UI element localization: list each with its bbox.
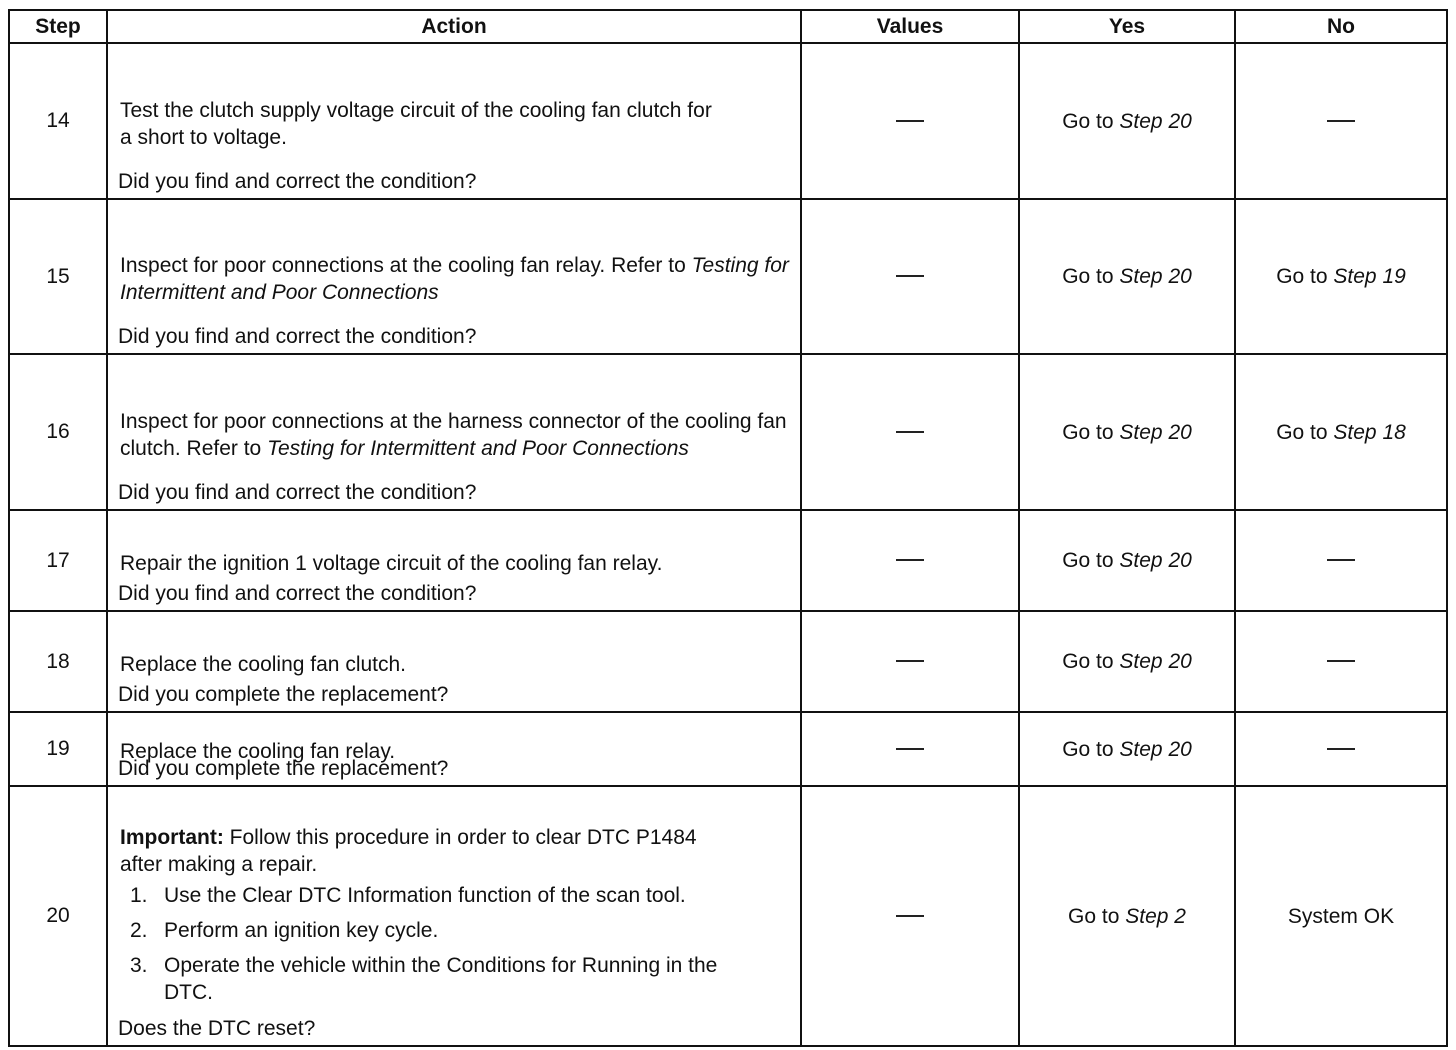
values-cell <box>801 43 1019 199</box>
action-text-body: Inspect for poor connections at the harness connector of the cooling fan clutch. Refer to <box>120 409 787 460</box>
values-cell <box>801 786 1019 1046</box>
table-row <box>9 786 1447 1046</box>
dash-icon <box>896 120 924 122</box>
goto-step-link[interactable]: Step 20 <box>1119 420 1192 444</box>
goto-prefix: Go to <box>1062 549 1114 572</box>
dash-icon <box>1327 748 1355 750</box>
dash-icon <box>1327 660 1355 662</box>
goto-prefix: Go to <box>1276 265 1328 288</box>
procedure-item <box>130 952 770 1006</box>
procedure-item <box>130 882 770 909</box>
step-number: 18 <box>9 611 107 712</box>
header-row <box>9 10 1447 43</box>
no-cell[interactable] <box>1235 199 1447 354</box>
table-row <box>9 510 1447 611</box>
goto-step-link[interactable]: Step 18 <box>1333 420 1406 444</box>
header-action: Action <box>107 10 801 43</box>
yes-cell[interactable] <box>1019 510 1235 611</box>
goto-step-link[interactable]: Step 20 <box>1119 549 1192 572</box>
header-no: No <box>1235 10 1447 43</box>
no-cell: System OK <box>1235 786 1447 1046</box>
action-cell <box>107 510 801 611</box>
no-cell <box>1235 43 1447 199</box>
yes-cell[interactable] <box>1019 786 1235 1046</box>
action-cell <box>107 611 801 712</box>
procedure-item <box>130 917 770 944</box>
action-cell <box>107 354 801 510</box>
procedure-list <box>108 882 770 1006</box>
action-cell <box>107 199 801 354</box>
header-values: Values <box>801 10 1019 43</box>
action-question: Did you complete the replacement? <box>118 757 449 780</box>
dash-icon <box>1327 559 1355 561</box>
reference-link[interactable]: Testing for Intermittent and Poor Connections <box>120 254 789 304</box>
step-number: 19 <box>9 712 107 786</box>
goto-prefix: Go to <box>1068 904 1120 928</box>
header-yes: Yes <box>1019 10 1235 43</box>
dash-icon <box>896 431 924 433</box>
goto-step-link[interactable]: Step 20 <box>1119 737 1192 761</box>
table-row <box>9 43 1447 199</box>
values-cell <box>801 611 1019 712</box>
procedure-number: 2. <box>130 918 148 942</box>
action-text <box>108 247 800 306</box>
action-cell <box>107 43 801 199</box>
yes-cell[interactable] <box>1019 199 1235 354</box>
action-cell <box>107 712 801 786</box>
action-text <box>108 403 800 462</box>
action-text: Replace the cooling fan clutch. <box>120 652 407 676</box>
goto-step-link[interactable]: Step 2 <box>1125 904 1186 928</box>
dash-icon <box>896 559 924 561</box>
step-number: 16 <box>9 354 107 510</box>
step-number: 15 <box>9 199 107 354</box>
yes-cell[interactable] <box>1019 354 1235 510</box>
important-label: Important: <box>120 825 224 849</box>
step-number: 20 <box>9 786 107 1046</box>
goto-prefix: Go to <box>1276 420 1328 444</box>
action-text-body: Inspect for poor connections at the cooling fan relay. Refer to <box>120 254 686 277</box>
action-text: Test the clutch supply voltage circuit of the cooling fan clutch for a short to voltage. <box>120 98 712 149</box>
no-cell <box>1235 611 1447 712</box>
goto-prefix: Go to <box>1062 109 1114 133</box>
dash-icon <box>896 275 924 277</box>
procedure-number: 1. <box>130 883 148 907</box>
important-text: Follow this procedure in order to clear DTC P1484 after making a repair. <box>120 825 697 876</box>
values-cell <box>801 510 1019 611</box>
action-question: Did you find and correct the condition? <box>118 170 477 193</box>
step-number: 17 <box>9 510 107 611</box>
yes-cell[interactable] <box>1019 712 1235 786</box>
important-note <box>108 819 708 878</box>
table-row <box>9 611 1447 712</box>
no-cell <box>1235 510 1447 611</box>
values-cell <box>801 199 1019 354</box>
goto-prefix: Go to <box>1062 265 1114 288</box>
dash-icon <box>896 748 924 750</box>
table-row <box>9 354 1447 510</box>
action-cell <box>107 786 801 1046</box>
action-question: Did you find and correct the condition? <box>118 325 477 348</box>
yes-cell[interactable] <box>1019 611 1235 712</box>
dash-icon <box>1327 120 1355 122</box>
goto-step-link[interactable]: Step 20 <box>1119 109 1192 133</box>
action-text: Replace the cooling fan relay. <box>120 740 396 763</box>
goto-prefix: Go to <box>1062 650 1114 673</box>
procedure-text: Operate the vehicle within the Conditions for Running in the DTC. <box>164 953 718 1004</box>
step-number: 14 <box>9 43 107 199</box>
action-question: Did you find and correct the condition? <box>118 582 477 605</box>
no-cell[interactable] <box>1235 354 1447 510</box>
table-row <box>9 199 1447 354</box>
table-row <box>9 712 1447 786</box>
dash-icon <box>896 915 924 917</box>
procedure-number: 3. <box>130 953 148 977</box>
goto-step-link[interactable]: Step 19 <box>1333 265 1406 288</box>
action-text: Repair the ignition 1 voltage circuit of the cooling fan relay. <box>120 551 663 575</box>
reference-link[interactable]: Testing for Intermittent and Poor Connections <box>267 436 689 460</box>
action-question: Did you complete the replacement? <box>118 683 449 706</box>
header-step: Step <box>9 10 107 43</box>
no-cell <box>1235 712 1447 786</box>
diagnostic-table <box>8 9 1448 1047</box>
values-cell <box>801 354 1019 510</box>
goto-prefix: Go to <box>1062 737 1114 761</box>
goto-step-link[interactable]: Step 20 <box>1119 650 1192 673</box>
action-question: Does the DTC reset? <box>118 1017 316 1040</box>
action-question: Did you find and correct the condition? <box>118 481 477 504</box>
values-cell <box>801 712 1019 786</box>
procedure-text: Use the Clear DTC Information function of the scan tool. <box>164 883 686 907</box>
goto-step-link[interactable]: Step 20 <box>1119 265 1192 288</box>
goto-prefix: Go to <box>1062 420 1114 444</box>
yes-cell[interactable] <box>1019 43 1235 199</box>
dash-icon <box>896 660 924 662</box>
procedure-text: Perform an ignition key cycle. <box>164 918 439 942</box>
